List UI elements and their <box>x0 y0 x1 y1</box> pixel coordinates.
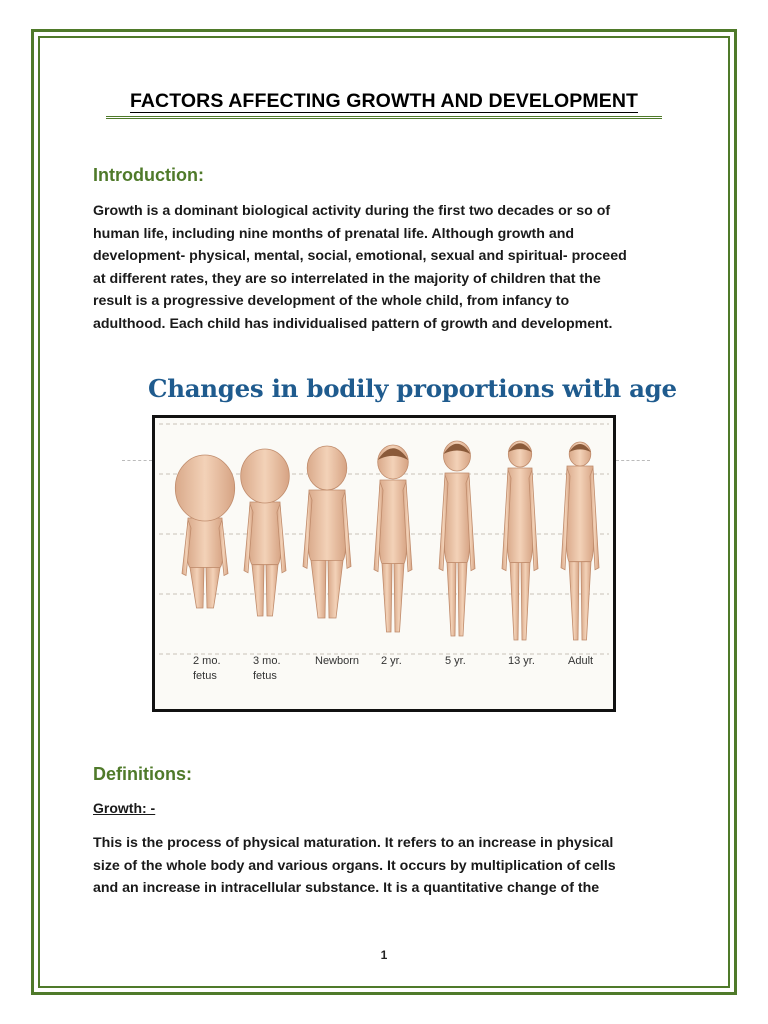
body-proportions-figure <box>118 370 678 715</box>
intro-line: adulthood. Each child has individualised pattern of growth and development. <box>93 315 613 332</box>
human-figures <box>175 441 599 640</box>
figure-torso <box>308 490 346 560</box>
human-figure <box>439 441 475 636</box>
figure-label: 5 yr. <box>445 655 466 667</box>
growth-paragraph <box>93 832 683 900</box>
figure-torso <box>187 518 223 568</box>
figure-leg-right <box>394 564 404 632</box>
figure-head <box>307 446 347 490</box>
introduction-paragraph <box>93 200 683 336</box>
figure-leg-right <box>328 560 343 618</box>
figure-dash-right <box>616 460 650 461</box>
figure-label: Newborn <box>315 655 360 667</box>
figure-leg-right <box>458 563 467 636</box>
figure-label: 3 mo. <box>253 655 281 667</box>
figure-torso <box>249 502 281 565</box>
human-figure <box>561 442 599 640</box>
figure-label: 2 mo. <box>193 655 221 667</box>
figure-illustration <box>155 418 613 709</box>
figure-dash-left <box>122 460 152 461</box>
growth-line: size of the whole body and various organs. It occurs by multiplication of cells <box>93 857 616 874</box>
figure-leg-left <box>252 565 264 616</box>
figure-leg-left <box>190 568 204 609</box>
human-figure <box>175 455 234 608</box>
introduction-heading: Introduction: <box>93 165 204 185</box>
figure-label-sub: fetus <box>253 670 277 682</box>
page-title: FACTORS AFFECTING GROWTH AND DEVELOPMENT <box>129 90 639 112</box>
figure-label: 13 yr. <box>508 655 535 667</box>
figure-leg-right <box>521 563 530 640</box>
intro-line: at different rates, they are so interrelated in the majority of children that the <box>93 270 601 287</box>
intro-line: result is a progressive development of the whole child, from infancy to <box>93 293 570 310</box>
figure-label: Adult <box>568 655 594 667</box>
figure-leg-left <box>382 564 392 632</box>
figure-leg-right <box>581 562 591 640</box>
growth-subheading: Growth: - <box>93 800 156 816</box>
intro-line: development- physical, mental, social, emotional, sexual and spiritual- proceed <box>93 248 627 265</box>
figure-leg-left <box>569 562 579 640</box>
figure-head <box>241 449 290 503</box>
figure-frame <box>152 415 616 712</box>
human-figure <box>303 446 351 618</box>
figure-head <box>175 455 234 521</box>
figure-leg-left <box>447 563 456 636</box>
figure-leg-right <box>266 565 278 616</box>
growth-line: This is the process of physical maturation. It refers to an increase in physical <box>93 835 614 851</box>
figure-title: Changes in bodily proportions with age <box>148 374 677 403</box>
figure-labels <box>193 655 593 682</box>
human-figure <box>374 445 412 632</box>
growth-line: and an increase in intracellular substance. It is a quantitative change of the <box>93 880 600 897</box>
definitions-heading: Definitions: <box>93 764 192 784</box>
figure-label: 2 yr. <box>381 655 402 667</box>
title-underline <box>106 116 662 119</box>
human-figure <box>241 449 290 616</box>
intro-line: Growth is a dominant biological activity during the first two decades or so of <box>93 203 611 219</box>
figure-leg-right <box>206 568 220 609</box>
human-figure <box>502 441 538 640</box>
intro-line: human life, including nine months of prenatal life. Although growth and <box>93 225 575 242</box>
page-number: 1 <box>380 948 388 962</box>
figure-label-sub: fetus <box>193 670 217 682</box>
figure-leg-left <box>311 560 326 618</box>
figure-leg-left <box>510 563 519 640</box>
